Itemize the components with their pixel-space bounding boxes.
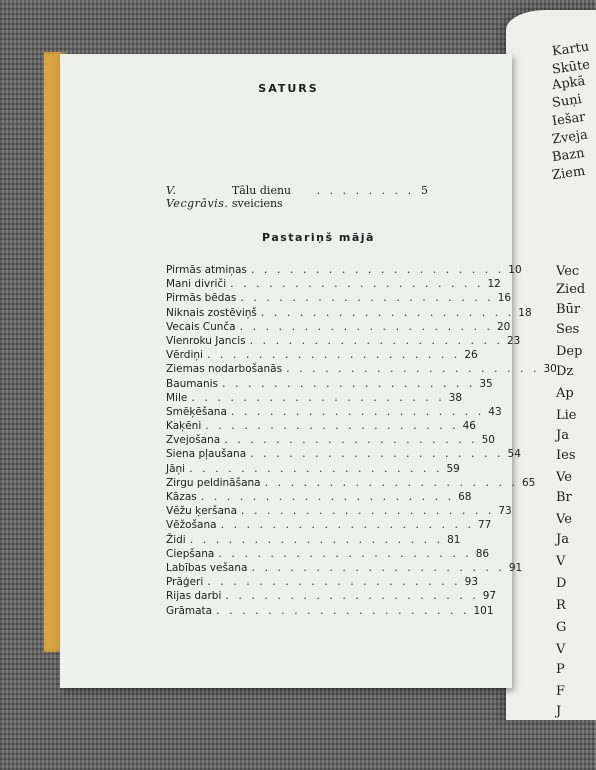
right-page-text-fragment: Ziem [551, 163, 587, 184]
toc-row [166, 362, 557, 376]
leader-dots: . . . . . . . . . . . . . . . . . . . . [189, 461, 443, 475]
intro-title: Tālu dienu sveiciens [231, 184, 292, 210]
leader-dots: . . . . . . . . . . . . . . . . . . . . [264, 475, 518, 489]
toc-row [166, 404, 502, 419]
leader-dots: . . . . . . . . . . . . . . . . . . . . [249, 333, 503, 347]
leader-dots: . . . . . . . . . . . . . . . . . . . . [200, 490, 455, 503]
toc-page-number: 23 [506, 334, 521, 347]
right-page-text-fragment: Zveja [551, 127, 589, 148]
table-of-contents [166, 263, 557, 618]
toc-page-number: 101 [473, 604, 494, 617]
right-page-text-fragment: V [556, 642, 566, 657]
right-page-text-fragment: Kartu [551, 39, 591, 60]
right-page-text-fragment: Ja [556, 428, 569, 443]
toc-page-number: 46 [462, 420, 476, 433]
toc-row [166, 348, 478, 362]
right-page-text-fragment: Apkā [551, 73, 587, 94]
toc-entry-title: Prāģeri [166, 576, 204, 589]
toc-page-number: 73 [498, 505, 512, 518]
toc-page-number: 65 [521, 476, 536, 489]
toc-entry-title: Ziemas nodarbošanās [166, 363, 283, 376]
leader-dots: . . . . . . . . . . . . . . . . . . . . [205, 419, 459, 433]
intro-author: V. Vecgrāvis. [166, 184, 229, 210]
right-page-text-fragment: V [556, 554, 566, 569]
toc-entry-title: Kāzas [166, 491, 197, 503]
right-page-text-fragment: Ies [556, 448, 576, 463]
leader-dots: . . . . . . . . . . . . . . . . . . . . [241, 504, 495, 518]
toc-page-number: 68 [458, 491, 472, 503]
right-page-text-fragment: D [556, 576, 567, 591]
toc-page-number: 10 [508, 264, 522, 276]
toc-entry-title: Niknais zostēviņš [166, 306, 257, 319]
toc-row [166, 461, 460, 476]
right-page-text-fragment: Būr [556, 302, 581, 317]
toc-row [166, 333, 521, 348]
right-page-text-fragment: Lie [556, 408, 577, 423]
intro-entry [166, 184, 428, 210]
toc-page-number: 91 [508, 561, 523, 574]
right-page-text-fragment: J [556, 704, 562, 719]
leader-dots: . . . . . . . . . . . . . . . . . . . . [206, 348, 461, 362]
toc-page-number: 20 [496, 320, 511, 333]
right-page-text-fragment: Suņi [551, 91, 583, 112]
right-page-text-fragment: Br [556, 490, 572, 505]
section-heading: Pastariņš mājā [262, 231, 375, 244]
toc-page-number: 54 [507, 448, 521, 461]
toc-page-number: 26 [464, 349, 478, 362]
toc-row [166, 277, 501, 291]
toc-page-number: 50 [481, 434, 495, 447]
toc-page-number: 16 [497, 292, 512, 305]
toc-row [166, 575, 479, 589]
toc-row [166, 518, 492, 532]
toc-entry-title: Mani divriči [166, 278, 227, 291]
toc-page-number: 30 [543, 363, 557, 376]
toc-page-number: 77 [477, 519, 492, 532]
toc-entry-title: Ciepšana [166, 547, 215, 560]
toc-entry-title: Jāņi [166, 462, 186, 475]
toc-row [166, 560, 523, 575]
right-page-text-fragment: Ja [556, 532, 569, 547]
right-page-text-fragment: Dz [556, 364, 574, 379]
toc-row [166, 390, 463, 405]
right-page-text-fragment: F [556, 684, 566, 699]
right-page-text-fragment: P [556, 662, 565, 677]
toc-entry-title: Vērdiņi [166, 349, 203, 362]
right-page-text-fragment: Iešar [551, 109, 587, 130]
toc-page-number: 38 [448, 391, 463, 404]
right-page-text-fragment: Ses [556, 322, 580, 337]
intro-page-number: 5 [421, 184, 428, 197]
leader-dots: . . . . . . . . . . . . . . . . . . . . [286, 362, 540, 376]
right-page-text-fragment: Ap [556, 386, 574, 401]
toc-entry-title: Vienroku Jancis [166, 334, 246, 347]
toc-row [166, 589, 497, 603]
toc-entry-title: Kaķēni [166, 420, 202, 433]
toc-page-number: 35 [479, 377, 493, 390]
toc-entry-title: Rijas darbi [166, 590, 222, 603]
toc-page-number: 43 [488, 405, 502, 418]
leader-dots: . . . . . . . . . . . . . . . . . . . . [250, 263, 505, 276]
toc-page-number: 81 [447, 533, 461, 546]
leader-dots: . . . . . . . . . . . . . . . . . . . . [225, 589, 479, 603]
toc-row [166, 433, 495, 447]
leader-dots: . . . . . . . . . . . . . . . . . . . . [220, 518, 474, 532]
toc-row [166, 376, 493, 391]
leader-dots: . . . . . . . . . . . . . . . . . . . . [207, 575, 461, 589]
toc-entry-title: Grāmata [166, 604, 213, 617]
toc-page-number: 93 [464, 576, 479, 589]
toc-page-number: 12 [487, 278, 501, 291]
page-title: SATURS [258, 82, 319, 95]
toc-entry-title: Pirmās atmiņas [166, 264, 247, 276]
toc-row [166, 532, 461, 547]
toc-row [166, 603, 494, 618]
toc-row [166, 263, 522, 277]
right-page-text-fragment: R [556, 598, 566, 613]
toc-entry-title: Zvejošana [166, 434, 221, 447]
right-page-text-fragment: Ve [556, 512, 572, 527]
leader-dots: . . . . . . . . . . . . . . . . . . . . [240, 291, 494, 305]
toc-row [166, 319, 511, 334]
toc-entry-title: Zirgu peldināšana [166, 476, 261, 489]
leader-dots: . . . . . . . . . . . . . . . . . . . . [222, 376, 476, 390]
leader-dots: . . . . . . . . . . . . . . . . . . . . [260, 305, 515, 319]
leader-dots: . . . . . . . . . . . . . . . . . . . . [230, 404, 485, 418]
leader-dots: . . . . . . . . . . . . . . . . . . . . [191, 390, 445, 404]
right-page-text-fragment: Vec [556, 264, 580, 279]
toc-row [166, 447, 521, 461]
leader-dots: . . . . . . . . . . . . . . . . . . . . [239, 319, 493, 333]
toc-entry-title: Siena pļaušana [166, 448, 247, 461]
leader-dots: . . . . . . . . . . . . . . . . . . . . [218, 546, 472, 560]
right-page-text-fragment: Bazn [551, 145, 586, 166]
right-page-text-fragment: G [556, 620, 567, 635]
leader-dots: . . . . . . . . [316, 184, 415, 197]
leader-dots: . . . . . . . . . . . . . . . . . . . . [230, 277, 484, 291]
leader-dots: . . . . . . . . . . . . . . . . . . . . [250, 447, 504, 461]
toc-page-number: 97 [482, 590, 497, 603]
right-page-text-fragment: Ve [556, 470, 572, 485]
toc-row [166, 419, 476, 433]
toc-row [166, 504, 512, 518]
leader-dots: . . . . . . . . . . . . . . . . . . . . [224, 433, 478, 447]
right-page-text-fragment: Skūte [551, 57, 591, 78]
toc-entry-title: Smēķēšana [166, 405, 227, 418]
toc-row [166, 490, 472, 504]
toc-entry-title: Baumanis [166, 377, 218, 390]
toc-row [166, 305, 532, 320]
toc-entry-title: Vecais Cunča [166, 320, 236, 333]
toc-row [166, 546, 490, 561]
toc-entry-title: Vēžu ķeršana [166, 505, 237, 518]
leader-dots: . . . . . . . . . . . . . . . . . . . . [189, 532, 444, 546]
right-page-text-fragment: Zied [556, 282, 586, 297]
toc-page-number: 18 [518, 306, 532, 319]
toc-page-number: 59 [446, 462, 460, 475]
toc-row [166, 475, 536, 490]
leader-dots: . . . . . . . . . . . . . . . . . . . . [216, 603, 470, 617]
toc-entry-title: Vēžošana [166, 519, 217, 532]
toc-row [166, 291, 512, 305]
toc-entry-title: Mile [166, 391, 188, 404]
toc-page-number: 86 [475, 547, 490, 560]
right-page-text-fragment: Dep [556, 344, 583, 359]
leader-dots: . . . . . . . . . . . . . . . . . . . . [251, 560, 505, 574]
toc-entry-title: Labības vešana [166, 561, 248, 574]
toc-entry-title: Pirmās bēdas [166, 292, 237, 305]
toc-entry-title: Židi [166, 533, 186, 546]
